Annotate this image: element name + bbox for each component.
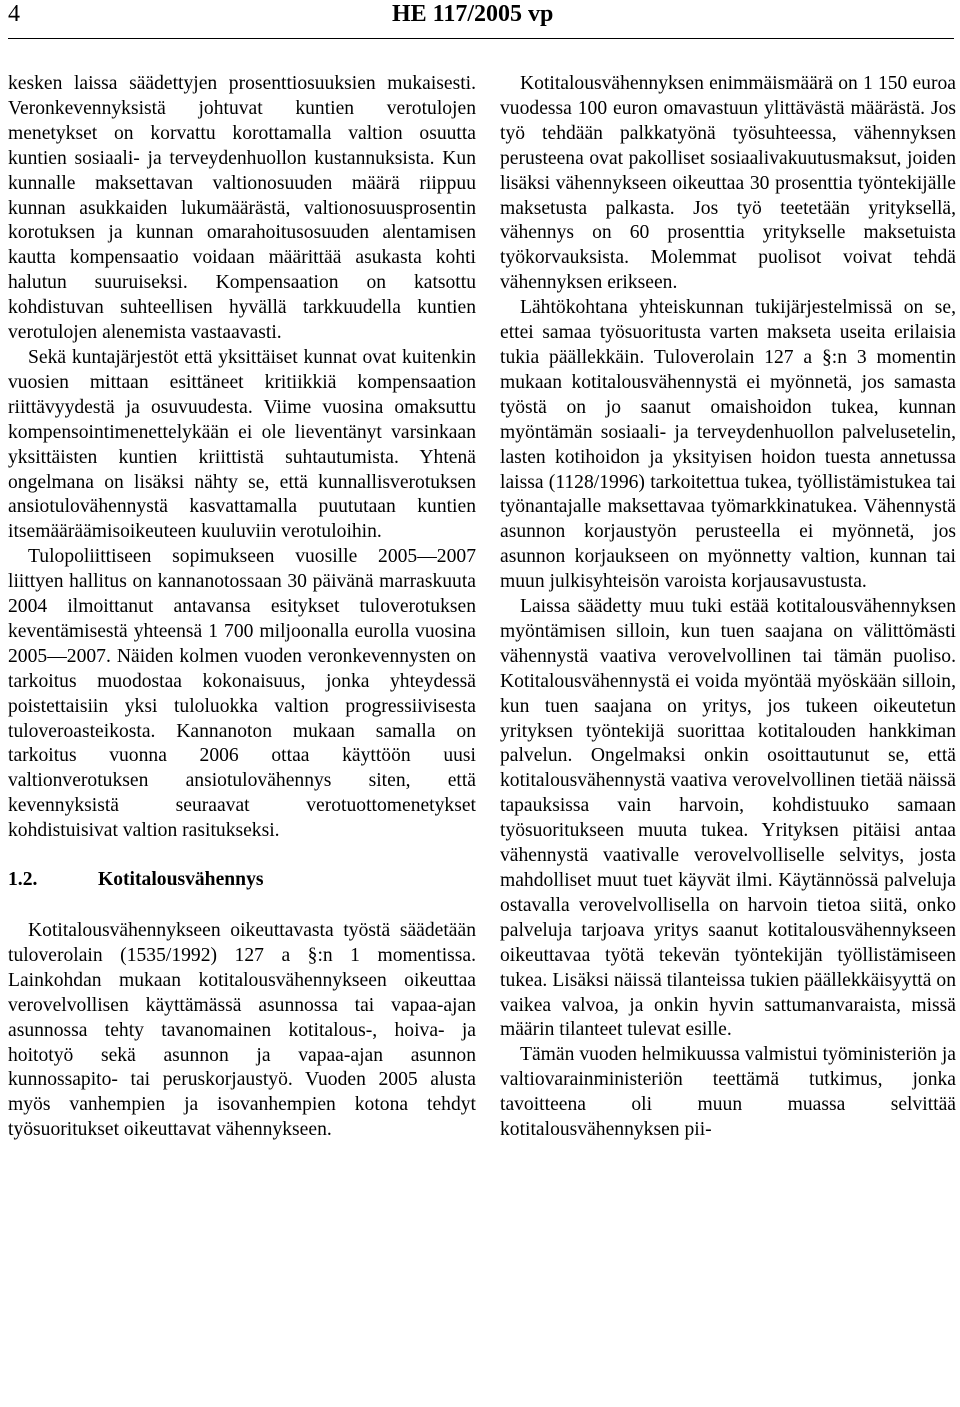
paragraph: Tulopoliittiseen sopimukseen vuosille 2005—2007 liittyen hallitus on kannanotossaan 30 päivänä marraskuuta 2004 ilmoittanut antavansa esitykset tuloverotuksen keventämisestä yhteensä 1 700 miljoonalla eurolla vuosina 2005—2007. Näiden kolmen vuoden veronkevennysten on tarkoitus muodostaa kokonaisuus, jonka yhteydessä poistettaisiin yksi tuloluokka valtion progressiivisesta tuloveroasteikosta. Kannanoton mukaan samalla on tarkoitus vuonna 2006 ottaa käyttöön uusi valtionverotuksen ansiotulovähennys siten, että kevennyksistä seuraavat verotuottomenetykset kohdistuisivat valtion rasitukseksi. <box>8 546 476 842</box>
right-column <box>500 72 956 1143</box>
section-title: Kotitalousvähennys <box>98 869 264 891</box>
header-divider <box>8 38 954 39</box>
paragraph: Kotitalousvähennyksen enimmäismäärä on 1 150 euroa vuodessa 100 euron omavastuun ylittävästä määrästä. Jos työ tehdään palkkatyönä työsuhteessa, vähennyksen perusteena ovat pakolliset sosiaalivakuutusmaksut, joiden lisäksi vähennykseen oikeuttaa 30 prosenttia työntekijälle maksetusta palkasta. Jos työ teetetään yrityksellä, vähennys on 60 prosenttia yritykselle maksetuista työkorvauksista. Molemmat puolisot voivat tehdä vähennyksen erikseen. <box>500 73 956 294</box>
document-id: HE 117/2005 vp <box>392 1 554 27</box>
section-heading <box>8 868 476 893</box>
page-number: 4 <box>8 1 20 27</box>
page-header <box>0 0 960 40</box>
section-number: 1.2. <box>8 869 38 891</box>
paragraph: Lähtökohtana yhteiskunnan tukijärjestelmissä on se, ettei samaa työsuoritusta varten makseta useita erilaisia tukia päällekkäin. Tuloverolain 127 a §:n 3 momentin mukaan kotitalousvähennystä ei myönnetä, jos samasta työstä on jo saanut omaishoidon tukea, kunnan myöntämän sosiaali- ja terveydenhuollon palvelusetelin, lasten kotihoidon ja yksityisen hoidon tuesta annetussa laissa (1128/1996) tarkoitettua tukea, työllistämistukea tai työnantajalle maksettavaa työmarkkinatukea. Vähennystä asunnon korjaustyön perusteella ei myönnetä, jos asunnon korjaukseen on myönnetty valtion, kunnan tai muun julkisyhteisön varoista korjausavustusta. <box>500 297 956 593</box>
paragraph: Sekä kuntajärjestöt että yksittäiset kunnat ovat kuitenkin vuosien mittaan esittäneet kritiikkiä kompensaation riittävyydestä ja osuvuudesta. Viime vuosina omaksuttu kompensointimenettelykään ei ole lieventänyt varsinkaan yksittäisten kuntien kriittistä suhtautumista. Yhtenä ongelmana on lisäksi nähty se, että kunnallisverotuksen ansiotulovähennystä kasvattamalla puututaan kuntien itsemääräämisoikeuteen kuuluviin verotuloihin. <box>8 346 476 543</box>
left-column <box>8 72 476 1143</box>
paragraph: Tämän vuoden helmikuussa valmistui työministeriön ja valtiovarainministeriön teettämä tutkimus, jonka tavoitteena oli muun muassa selvittää kotitalousvähennyksen pii- <box>500 1044 956 1141</box>
paragraph: kesken laissa säädettyjen prosenttiosuuksien mukaisesti. Veronkevennyksistä johtuvat kuntien verotulojen menetykset on korvattu korottamalla valtion osuutta kuntien sosiaali- ja terveydenhuollon kustannuksista. Kun kunnalle maksettavan valtionosuuden määrä riippuu kunnan asukkaiden lukumäärästä, valtionosuusprosentin korotuksen ja kunnan omarahoitusosuuden alentamisen kautta kompensaatio voidaan määrittää asukasta kohti halutun suuruiseksi. Kompensaation on katsottu kohdistuvan suhteellisen hyvällä tarkkuudella kuntien verotulojen alenemista vastaavasti. <box>8 73 476 344</box>
paragraph: Laissa säädetty muu tuki estää kotitalousvähennyksen myöntämisen silloin, kun tuen saajana on välittömästi vähennystä vaativa verovelvollinen tai tämän puoliso. Kotitalousvähennystä ei voida myöntää myöskään silloin, kun tuen saajana on yritys, jos tukeen oikeutetun yrityksen työntekijä suorittaa kotitalouden hankkiman palvelun. Ongelmaksi onkin osoittautunut se, että kotitalousvähennystä vaativa verovelvollinen tietää näissä tapauksissa vain harvoin, kohdistuuko samaan työsuoritukseen muuta tukea. Yrityksen pitäisi antaa vähennystä vaativalle verovelvolliselle selvitys, josta mahdolliset muut tuet käyvät ilmi. Käytännössä palveluja ostavalla verovelvollisella on harvoin tietoa siitä, onko palveluja tarjoava yritys saanut kotitalousvähennykseen oikeuttavaa työtä tekevän työntekijän työllistämiseen tukea. Lisäksi näissä tilanteissa tukien päällekkäisyyttä on vaikea valvoa, ja onkin hyvin sattumanvaraista, missä määrin tilanteet tulevat esille. <box>500 596 956 1041</box>
paragraph: Kotitalousvähennykseen oikeuttavasta työstä säädetään tuloverolain (1535/1992) 127 a §:n 1 momentissa. Lainkohdan mukaan kotitalousvähennykseen oikeuttaa verovelvollisen käyttämässä asunnossa tai vapaa-ajan asunnossa tehty tavanomainen kotitalous-, hoiva- ja hoitotyö sekä asunnon ja vapaa-ajan asunnon kunnossapito- tai peruskorjaustyö. Vuoden 2005 alusta myös vanhempien ja isovanhempien kotona tehdyt työsuoritukset oikeuttavat vähennykseen. <box>8 920 476 1141</box>
